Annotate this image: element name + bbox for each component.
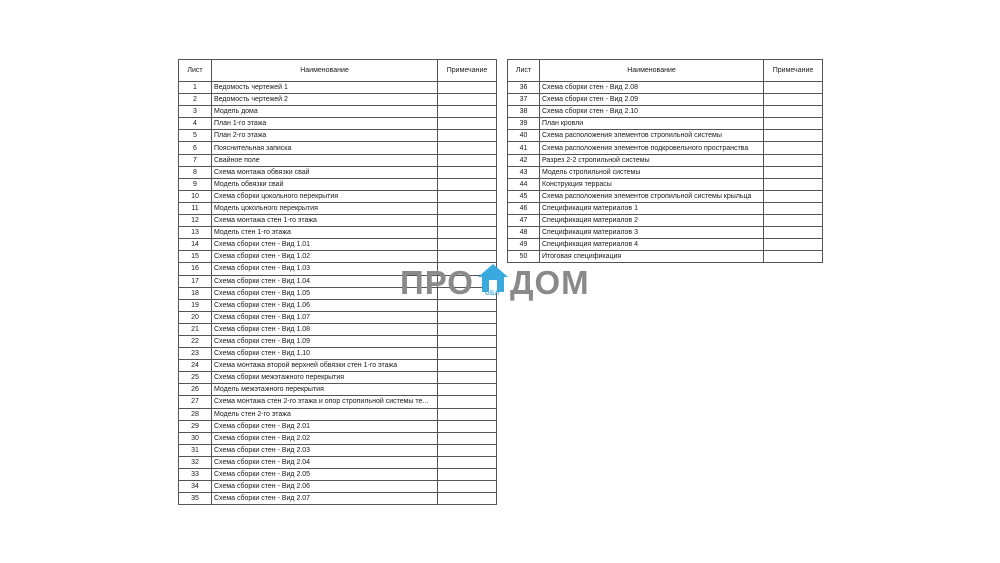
row-sheet-number: 26 [179, 384, 212, 396]
table-row [179, 444, 497, 456]
house-icon [476, 262, 510, 294]
row-sheet-number: 17 [179, 275, 212, 287]
table-row [179, 227, 497, 239]
row-sheet-number: 19 [179, 299, 212, 311]
row-note [764, 190, 823, 202]
table-row [179, 215, 497, 227]
row-sheet-number: 8 [179, 166, 212, 178]
row-note [438, 190, 497, 202]
row-drawing-name: Пояснительная записка [212, 142, 438, 154]
table-row [508, 239, 823, 251]
row-drawing-name: Схема сборки стен - Вид 1.05 [212, 287, 438, 299]
table-row [179, 372, 497, 384]
row-sheet-number: 29 [179, 420, 212, 432]
row-drawing-name: Схема сборки стен - Вид 2.04 [212, 456, 438, 468]
row-drawing-name: Модель цокольного перекрытия [212, 202, 438, 214]
row-note [438, 227, 497, 239]
row-sheet-number: 25 [179, 372, 212, 384]
table-row [179, 106, 497, 118]
table-row [508, 227, 823, 239]
table-row [179, 142, 497, 154]
row-note [438, 311, 497, 323]
table-row [508, 94, 823, 106]
row-drawing-name: Модель обвязки свай [212, 178, 438, 190]
row-sheet-number: 34 [179, 481, 212, 493]
row-sheet-number: 36 [508, 82, 540, 94]
table-row [508, 190, 823, 202]
table-header-row [508, 60, 823, 82]
row-note [438, 360, 497, 372]
row-sheet-number: 5 [179, 130, 212, 142]
row-note [438, 408, 497, 420]
row-drawing-name: Схема расположения элементов стропильной системы [540, 130, 764, 142]
row-note [438, 215, 497, 227]
row-note [438, 335, 497, 347]
row-drawing-name: Схема сборки стен - Вид 2.07 [212, 493, 438, 505]
table-row [179, 384, 497, 396]
row-sheet-number: 48 [508, 227, 540, 239]
row-drawing-name: Схема сборки стен - Вид 1.10 [212, 348, 438, 360]
row-sheet-number: 3 [179, 106, 212, 118]
row-sheet-number: 32 [179, 456, 212, 468]
row-sheet-number: 2 [179, 94, 212, 106]
row-drawing-name: План 2-го этажа [212, 130, 438, 142]
row-drawing-name: Схема сборки стен - Вид 1.09 [212, 335, 438, 347]
row-sheet-number: 28 [179, 408, 212, 420]
row-drawing-name: Схема сборки стен - Вид 2.05 [212, 469, 438, 481]
row-note [438, 493, 497, 505]
row-drawing-name: Схема сборки стен - Вид 2.09 [540, 94, 764, 106]
row-note [438, 384, 497, 396]
row-sheet-number: 33 [179, 469, 212, 481]
row-sheet-number: 35 [179, 493, 212, 505]
logo-text-left: ПРО [400, 264, 474, 301]
table-row [179, 190, 497, 202]
table-row [179, 360, 497, 372]
row-note [764, 239, 823, 251]
row-drawing-name: Схема сборки цокольного перекрытия [212, 190, 438, 202]
row-note [764, 202, 823, 214]
table-row [179, 408, 497, 420]
row-note [764, 130, 823, 142]
table-row [508, 178, 823, 190]
table-row [179, 311, 497, 323]
row-drawing-name: Схема сборки стен - Вид 1.01 [212, 239, 438, 251]
row-drawing-name: Спецификация материалов 2 [540, 215, 764, 227]
row-note [764, 166, 823, 178]
table-row [508, 154, 823, 166]
table-row [179, 202, 497, 214]
pro-dom-watermark-logo [400, 262, 600, 302]
table-row [508, 166, 823, 178]
row-sheet-number: 30 [179, 432, 212, 444]
row-note [438, 420, 497, 432]
row-note [764, 227, 823, 239]
row-sheet-number: 49 [508, 239, 540, 251]
row-note [764, 215, 823, 227]
header-sheet: Лист [508, 60, 540, 82]
header-sheet: Лист [179, 60, 212, 82]
row-note [438, 323, 497, 335]
row-sheet-number: 31 [179, 444, 212, 456]
row-sheet-number: 18 [179, 287, 212, 299]
row-sheet-number: 20 [179, 311, 212, 323]
row-drawing-name: Схема сборки стен - Вид 2.02 [212, 432, 438, 444]
row-note [438, 481, 497, 493]
row-note [764, 106, 823, 118]
table-row [179, 118, 497, 130]
row-sheet-number: 40 [508, 130, 540, 142]
row-drawing-name: Схема монтажа обвязки свай [212, 166, 438, 178]
table-row [179, 335, 497, 347]
row-sheet-number: 23 [179, 348, 212, 360]
row-drawing-name: Конструкция террасы [540, 178, 764, 190]
logo-text-right: ДОМ [510, 264, 590, 301]
row-note [764, 94, 823, 106]
row-drawing-name: Модель дома [212, 106, 438, 118]
row-sheet-number: 45 [508, 190, 540, 202]
row-note [764, 154, 823, 166]
row-drawing-name: Схема сборки межэтажного перекрытия [212, 372, 438, 384]
header-name: Наименование [212, 60, 438, 82]
row-drawing-name: План кровли [540, 118, 764, 130]
row-drawing-name: Схема сборки стен - Вид 1.03 [212, 263, 438, 275]
row-note [438, 432, 497, 444]
row-note [438, 142, 497, 154]
row-drawing-name: Схема монтажа стен 2-го этажа и опор стропильной системы те... [212, 396, 438, 408]
row-note [438, 456, 497, 468]
row-sheet-number: 6 [179, 142, 212, 154]
row-drawing-name: Схема расположения элементов стропильной системы крыльца [540, 190, 764, 202]
row-sheet-number: 42 [508, 154, 540, 166]
row-sheet-number: 13 [179, 227, 212, 239]
row-note [438, 82, 497, 94]
row-drawing-name: Схема сборки стен - Вид 2.06 [212, 481, 438, 493]
row-note [764, 142, 823, 154]
row-note [438, 154, 497, 166]
row-sheet-number: 43 [508, 166, 540, 178]
row-note [438, 444, 497, 456]
row-drawing-name: Схема сборки стен - Вид 1.08 [212, 323, 438, 335]
table-row [179, 481, 497, 493]
row-drawing-name: Свайное поле [212, 154, 438, 166]
table-row [179, 82, 497, 94]
table-row [179, 166, 497, 178]
table-row [508, 142, 823, 154]
table-row [179, 432, 497, 444]
table-row [179, 154, 497, 166]
row-drawing-name: Схема сборки стен - Вид 2.08 [540, 82, 764, 94]
table-row [508, 130, 823, 142]
header-note: Примечание [764, 60, 823, 82]
logo-subtext: ОБЛ [485, 291, 500, 297]
row-note [438, 239, 497, 251]
row-sheet-number: 50 [508, 251, 540, 263]
row-note [764, 251, 823, 263]
row-drawing-name: Модель стропильной системы [540, 166, 764, 178]
row-sheet-number: 15 [179, 251, 212, 263]
row-sheet-number: 46 [508, 202, 540, 214]
row-drawing-name: Модель межэтажного перекрытия [212, 384, 438, 396]
table-row [179, 130, 497, 142]
row-note [438, 94, 497, 106]
row-drawing-name: Схема сборки стен - Вид 2.10 [540, 106, 764, 118]
row-sheet-number: 41 [508, 142, 540, 154]
row-sheet-number: 10 [179, 190, 212, 202]
row-drawing-name: Схема монтажа стен 1-го этажа [212, 215, 438, 227]
table-row [179, 239, 497, 251]
table-row [508, 118, 823, 130]
table-row [179, 456, 497, 468]
row-sheet-number: 21 [179, 323, 212, 335]
row-drawing-name: Спецификация материалов 4 [540, 239, 764, 251]
row-drawing-name: Ведомость чертежей 1 [212, 82, 438, 94]
row-drawing-name: Схема сборки стен - Вид 2.03 [212, 444, 438, 456]
table-row [508, 82, 823, 94]
table-row [179, 94, 497, 106]
row-drawing-name: Схема сборки стен - Вид 2.01 [212, 420, 438, 432]
row-note [764, 82, 823, 94]
row-sheet-number: 12 [179, 215, 212, 227]
table-row [179, 178, 497, 190]
header-name: Наименование [540, 60, 764, 82]
row-drawing-name: Модель стен 2-го этажа [212, 408, 438, 420]
table-row [508, 215, 823, 227]
row-sheet-number: 7 [179, 154, 212, 166]
row-drawing-name: Модель стен 1-го этажа [212, 227, 438, 239]
row-drawing-name: Схема сборки стен - Вид 1.07 [212, 311, 438, 323]
row-sheet-number: 38 [508, 106, 540, 118]
row-drawing-name: План 1-го этажа [212, 118, 438, 130]
row-sheet-number: 44 [508, 178, 540, 190]
table-row [179, 323, 497, 335]
row-note [438, 202, 497, 214]
table-row [179, 348, 497, 360]
row-drawing-name: Спецификация материалов 3 [540, 227, 764, 239]
row-note [764, 178, 823, 190]
row-sheet-number: 27 [179, 396, 212, 408]
row-note [438, 348, 497, 360]
row-note [438, 372, 497, 384]
row-sheet-number: 47 [508, 215, 540, 227]
row-note [764, 118, 823, 130]
row-sheet-number: 14 [179, 239, 212, 251]
row-note [438, 178, 497, 190]
row-sheet-number: 22 [179, 335, 212, 347]
row-note [438, 106, 497, 118]
row-note [438, 469, 497, 481]
drawing-list-table-right [507, 59, 823, 263]
table-row [508, 106, 823, 118]
table-row [179, 493, 497, 505]
row-drawing-name: Итоговая спецификация [540, 251, 764, 263]
row-sheet-number: 24 [179, 360, 212, 372]
row-sheet-number: 39 [508, 118, 540, 130]
header-note: Примечание [438, 60, 497, 82]
table-row [179, 420, 497, 432]
row-drawing-name: Схема сборки стен - Вид 1.06 [212, 299, 438, 311]
row-sheet-number: 11 [179, 202, 212, 214]
row-drawing-name: Схема сборки стен - Вид 1.04 [212, 275, 438, 287]
row-sheet-number: 4 [179, 118, 212, 130]
table-row [179, 469, 497, 481]
row-note [438, 118, 497, 130]
row-drawing-name: Схема монтажа второй верхней обвязки стен 1-го этажа [212, 360, 438, 372]
table-header-row [179, 60, 497, 82]
row-sheet-number: 1 [179, 82, 212, 94]
row-drawing-name: Схема расположения элементов подкровельного пространства [540, 142, 764, 154]
row-drawing-name: Разрез 2-2 стропильной системы [540, 154, 764, 166]
row-note [438, 396, 497, 408]
row-drawing-name: Ведомость чертежей 2 [212, 94, 438, 106]
table-row [508, 202, 823, 214]
row-note [438, 166, 497, 178]
row-sheet-number: 37 [508, 94, 540, 106]
row-sheet-number: 9 [179, 178, 212, 190]
row-sheet-number: 16 [179, 263, 212, 275]
table-row [179, 396, 497, 408]
row-note [438, 130, 497, 142]
row-drawing-name: Схема сборки стен - Вид 1.02 [212, 251, 438, 263]
row-drawing-name: Спецификация материалов 1 [540, 202, 764, 214]
